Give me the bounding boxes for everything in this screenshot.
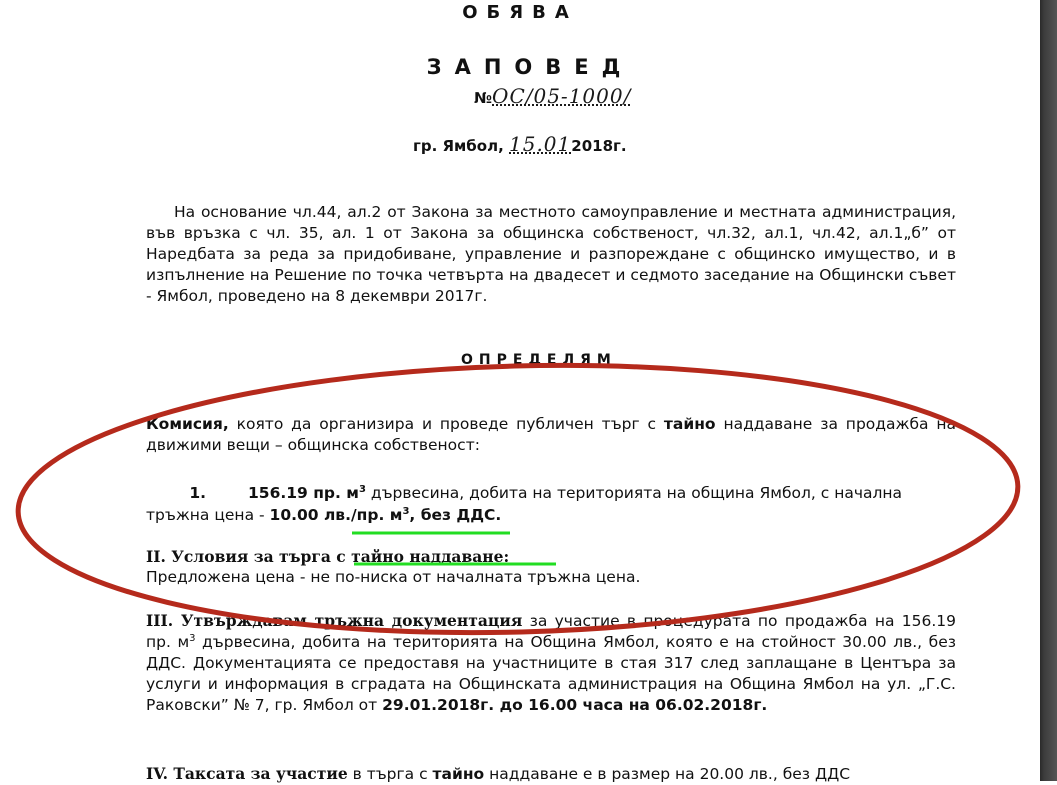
decision-heading: ОПРЕДЕЛЯМ: [461, 352, 617, 368]
price-sup: 3: [402, 505, 410, 517]
commission-text-b: наддаване за продажба на движими вещи – общинска собственост:: [146, 415, 957, 454]
section-2-text: Предложена цена - не по-ниска от началната тръжна цена.: [146, 568, 641, 586]
commission-text-a: която да организира и проведе публичен търг с: [228, 415, 664, 433]
commission-paragraph: [146, 414, 956, 456]
item-number: 1.: [189, 484, 206, 502]
section-4-title: IV. Таксата за участие: [146, 764, 348, 783]
handwritten-date: 15.01: [509, 132, 572, 156]
place-prefix: гр. Ямбол,: [413, 137, 509, 155]
section-4-text-a: в търга с: [347, 765, 433, 783]
announcement-title: ОБЯВА: [462, 2, 578, 23]
section-2: [146, 546, 956, 588]
year-suffix: 2018г.: [571, 137, 627, 155]
preamble-paragraph: На основание чл.44, ал.2 от Закона за местното самоуправление и местната администрация, във връзка с чл. 35, ал. 1 от Закона за общинска собственост, чл.32, ал.1, чл.42, ал.1„б” от Наредбата за реда за придобиване, управление и разпореждане с общинско имущество, и в изпълнение на Решение по точка четвърта на двадесет и седмото заседание на Общински съвет - Ямбол, проведено на 8 декември 2017г.: [146, 203, 956, 305]
section-3-dates: 29.01.2018г. до 16.00 часа на 06.02.2018г.: [382, 696, 768, 714]
order-number: [474, 84, 631, 108]
quantity-value: 156.19 пр. м: [248, 484, 359, 502]
place-date: [413, 132, 627, 156]
section-3-text-b: дървесина, добита на територията на Община Ямбол, която е на стойност 30.00 лв., без ДДС. Документацията се предоставя на участниците в стая 317 след заплащане в Центъра за услуги и информация в сградата на Общинската администрация на Община Ямбол на ул. „Г.С. Раковски” № 7, гр. Ямбол от: [146, 633, 956, 714]
item-dash: -: [259, 506, 270, 524]
section-2-title: II. Условия за търга с тайно наддаване:: [146, 547, 510, 566]
section-3-title: III. Утвърждавам тръжна документация: [146, 611, 523, 630]
item-quantity: [248, 484, 366, 502]
section-4: [146, 763, 956, 785]
item-price: [270, 506, 502, 524]
section-4-text-b: наддаване е в размер на 20.00 лв., без ДДС: [484, 765, 851, 783]
section-3-text-a: за участие в процедурата по продажба на 156.19 пр. м: [146, 612, 956, 651]
handwritten-number: ОС/05-1000/: [492, 84, 632, 108]
number-prefix: №: [474, 89, 493, 107]
item-text: дървесина, добита на територията на община Ямбол, с начална тръжна цена: [146, 484, 903, 524]
commission-label: Комисия,: [146, 415, 229, 433]
price-tail: , без ДДС.: [409, 506, 502, 524]
price-value: 10.00 лв./пр. м: [269, 506, 403, 524]
section-4-secret: тайно: [432, 765, 485, 783]
section-3-sup: 3: [189, 632, 196, 644]
commission-secret: тайно: [663, 415, 716, 433]
quantity-sup: 3: [358, 483, 366, 495]
scan-edge-shadow: [1040, 0, 1057, 781]
order-title: ЗАПОВЕД: [426, 55, 634, 79]
item-1: [146, 482, 956, 526]
section-3: [146, 610, 956, 716]
